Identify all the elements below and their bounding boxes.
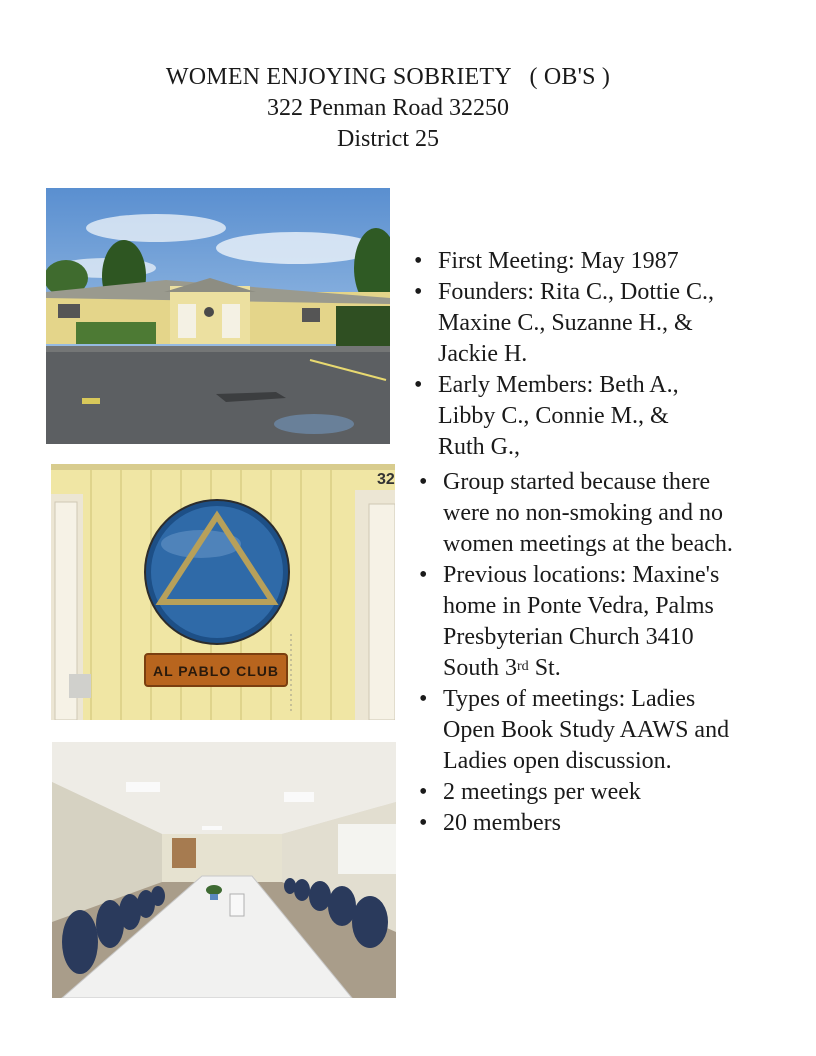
building-exterior-photo: [46, 188, 390, 444]
bullet-icon: •: [419, 469, 428, 495]
meeting-room-photo: [52, 742, 396, 998]
list-item: • Founders: Rita C., Dottie C., Maxine C., Suzanne H., & Jackie H.: [414, 279, 714, 367]
list-item: • Types of meetings: Ladies Open Book Study AAWS and Ladies open discussion.: [419, 686, 730, 774]
bullet-icon: •: [419, 779, 428, 805]
group-title: WOMEN ENJOYING SOBRIETY ( OB'S ): [165, 64, 611, 90]
page-header: [0, 62, 776, 155]
list-item: • Early Members: Beth A., Libby C., Connie M., & Ruth G.,: [414, 372, 679, 460]
list-item: • 2 meetings per week: [419, 777, 749, 808]
door-number: 32: [377, 471, 395, 488]
al-pablo-club-sign-photo: [51, 464, 395, 720]
sign-text: AL PABLO CLUB: [152, 663, 280, 679]
bullet-icon: •: [414, 372, 423, 398]
list-item: • 20 members: [419, 808, 749, 839]
bullet-icon: •: [419, 686, 428, 712]
bullet-icon: •: [414, 248, 423, 274]
list-item: • First Meeting: May 1987: [414, 246, 754, 277]
list-item: • Group started because there were no non-smoking and no women meetings at the beach.: [419, 469, 733, 557]
bullet-icon: •: [419, 810, 428, 836]
facts-list-top: [414, 246, 754, 463]
group-district: District 25: [337, 126, 439, 152]
group-address: 322 Penman Road 32250: [267, 95, 509, 121]
list-item: • Previous locations: Maxine's home in Ponte Vedra, Palms Presbyterian Church 3410 South 3rd St.: [419, 562, 720, 681]
bullet-icon: •: [414, 279, 423, 305]
bullet-icon: •: [419, 562, 428, 588]
facts-list-bottom: [419, 467, 749, 839]
